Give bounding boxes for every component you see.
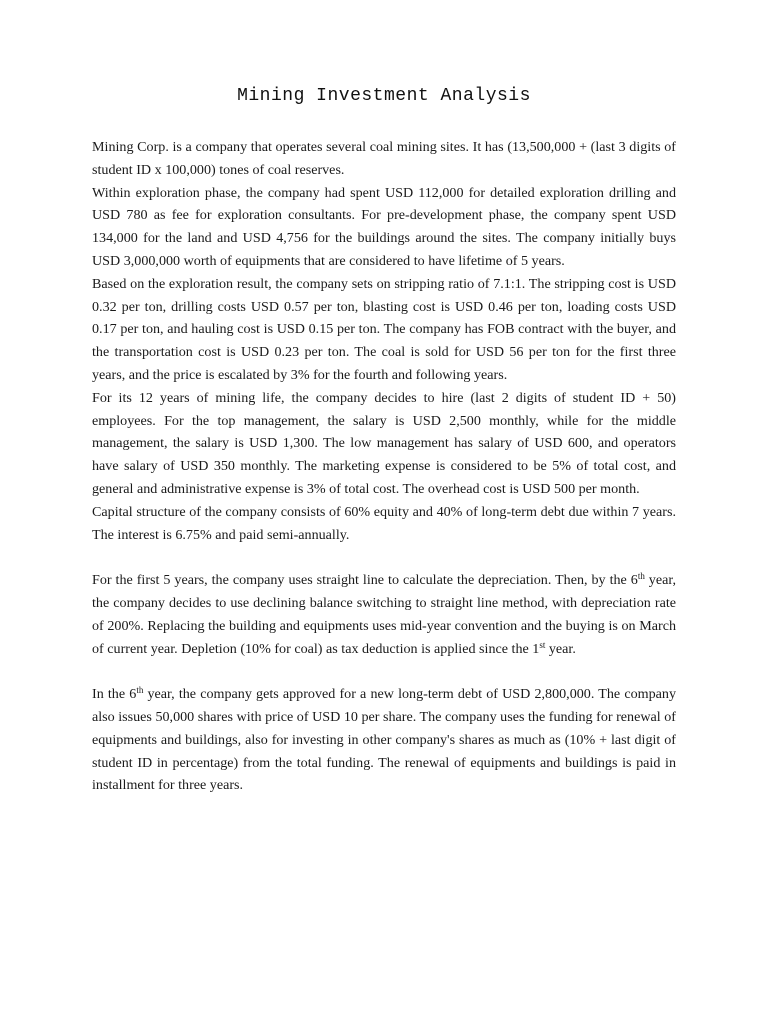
paragraph-exploration: Within exploration phase, the company had spent USD 112,000 for detailed exploration drilling and USD 780 as fee for exploration consultants. For pre-development phase, the company spent USD 134,000 for the land and USD 4,756 for the buildings around the sites. The company initially buys USD 3,000,000 worth of equipments that are considered to have lifetime of 5 years. <box>92 184 676 269</box>
funding-text-b: year, the company gets approved for a new long-term debt of USD 2,800,000. The company also issues 50,000 shares with price of USD 10 per share. The company uses the funding for renewal of equipments and buildings, also for investing in other company's shares as much as (10% + last digit of student ID in percentage) from the total funding. The renewal of equipments and buildings is paid in installment for three years. <box>92 686 676 794</box>
paragraph-stripping: Based on the exploration result, the company sets on stripping ratio of 7.1:1. The stripping cost is USD 0.32 per ton, drilling costs USD 0.57 per ton, blasting cost is USD 0.46 per ton, loading costs USD 0.17 per ton, and hauling cost is USD 0.15 per ton. The company has FOB contract with the buyer, and the transportation cost is USD 0.23 per ton. The coal is sold for USD 56 per ton for the first three years, and the price is escalated by 3% for the fourth and following years. <box>92 275 676 383</box>
document-title: Mining Investment Analysis <box>237 86 531 106</box>
paragraph-funding <box>92 683 676 797</box>
depreciation-text-c: year. <box>545 640 576 657</box>
paragraph-spacer <box>92 660 676 683</box>
depreciation-text-b: year, the company decides to use declining balance switching to straight line method, with depreciation rate of 200%. Replacing the building and equipments uses mid-year convention and the buying is on March of current year. Depletion (10% for coal) as tax deduction is applied since the 1 <box>92 572 677 657</box>
depreciation-text-a: For the first 5 years, the company uses straight line to calculate the depreciation. Then, by the 6 <box>92 572 638 589</box>
ordinal-suffix: st <box>539 639 546 650</box>
paragraph-capital-structure: Capital structure of the company consists of 60% equity and 40% of long-term debt due within 7 years. The interest is 6.75% and paid semi-annually. <box>92 503 676 543</box>
ordinal-suffix: th <box>136 685 144 696</box>
paragraph-depreciation <box>92 569 676 660</box>
document-body <box>92 136 676 797</box>
paragraph-spacer <box>92 546 676 569</box>
funding-text-a: In the 6 <box>92 686 137 703</box>
paragraph-reserves: Mining Corp. is a company that operates several coal mining sites. It has (13,500,000 + (last 3 digits of student ID x 100,000) tones of coal reserves. <box>92 139 676 178</box>
ordinal-suffix: th <box>637 571 645 582</box>
paragraph-employees: For its 12 years of mining life, the company decides to hire (last 2 digits of student ID + 50) employees. For the top management, the salary is USD 2,500 monthly, while for the middle management, the salary is USD 1,300. The low management has salary of USD 600, and operators have salary of USD 350 monthly. The marketing expense is considered to be 5% of total cost, and general and administrative expense is 3% of total cost. The overhead cost is USD 500 per month. <box>92 389 676 497</box>
